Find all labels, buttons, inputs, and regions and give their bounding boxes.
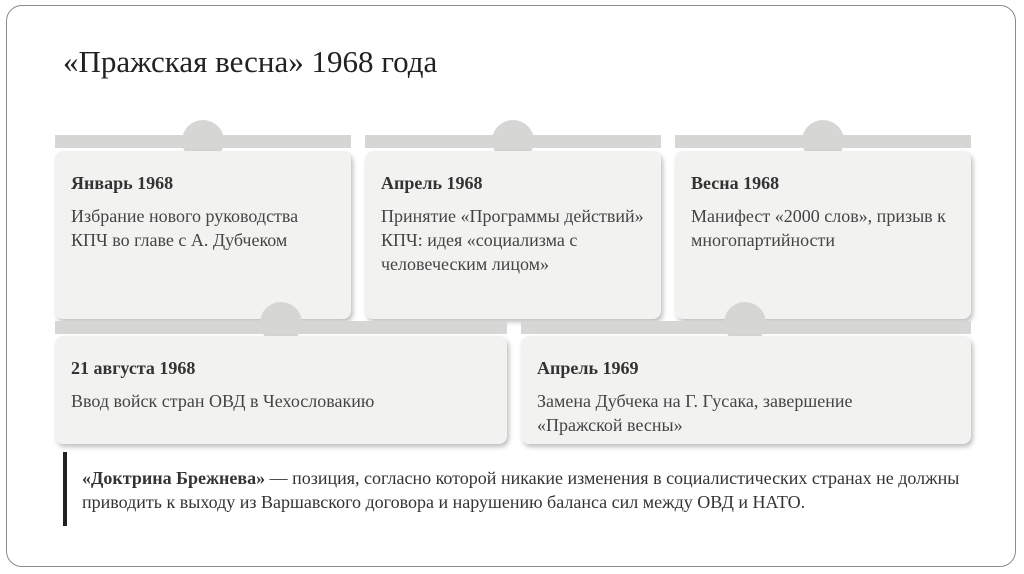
event-text: Избрание нового руководства КПЧ во главе с А. Дубчеком (71, 206, 299, 250)
event-text: Ввод войск стран ОВД в Чехословакию (71, 391, 375, 411)
event-card (365, 151, 661, 319)
event-card (675, 151, 971, 319)
event-text: Принятие «Программы действий» КПЧ: идея «социализма с человеческим лицом» (381, 206, 644, 274)
event-date: Январь 1968 (71, 173, 174, 193)
event-card (55, 336, 507, 444)
event-date: Весна 1968 (691, 173, 780, 193)
event-card (55, 151, 351, 319)
page-title: «Пражская весна» 1968 года (63, 44, 438, 79)
note-term: «Доктрина Брежнева» (82, 468, 266, 488)
event-text: Замена Дубчека на Г. Гусака, завершение «Пражской весны» (537, 391, 853, 435)
event-date: 21 августа 1968 (71, 358, 196, 378)
slide (6, 5, 1016, 567)
event-date: Апрель 1968 (381, 173, 483, 193)
event-date: Апрель 1969 (537, 358, 639, 378)
event-card (521, 336, 971, 444)
note-text: — позиция, согласно которой никакие изменения в социалистических странах не должны приводить к выходу из Варшавского договора и нарушению баланса сил между ОВД и НАТО. (82, 468, 960, 512)
event-text: Манифест «2000 слов», призыв к многопартийности (691, 206, 946, 250)
definition-note (63, 452, 963, 526)
